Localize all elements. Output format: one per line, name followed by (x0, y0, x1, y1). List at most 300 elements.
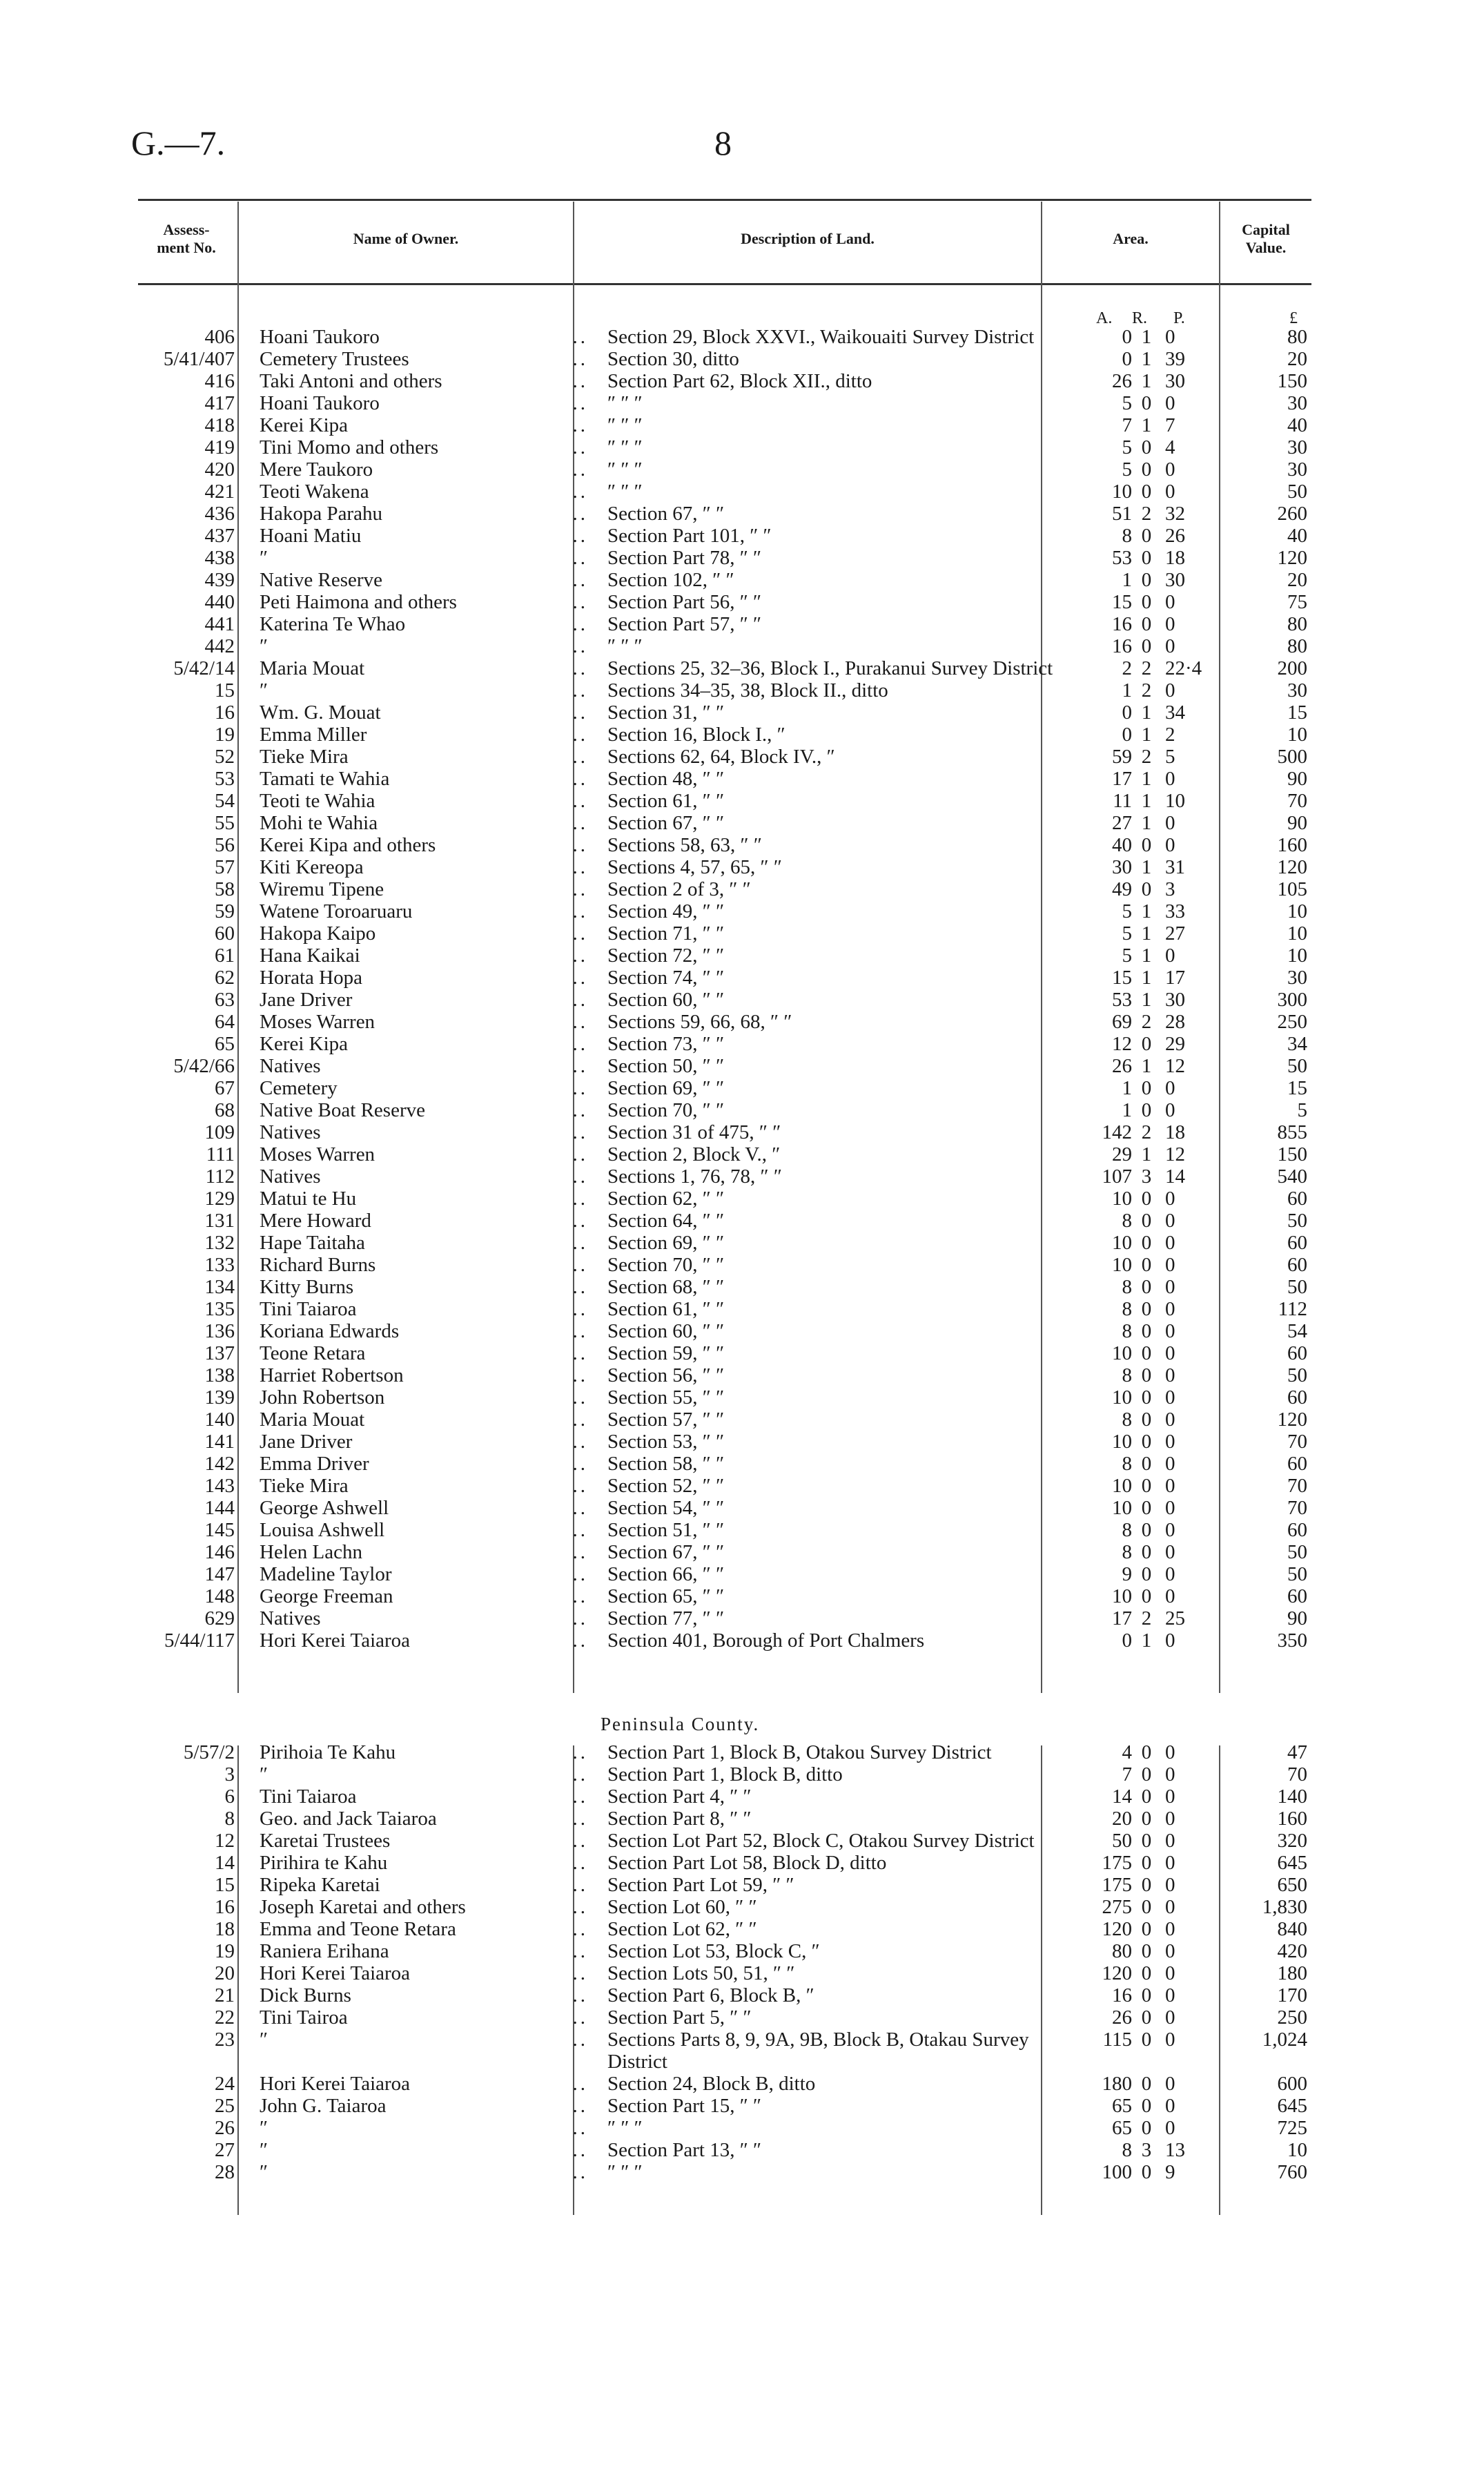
area-acres: 100 (1102, 2161, 1132, 2183)
land-description: Section 52, ″ ″ (607, 1475, 725, 1497)
land-description: Sections 59, 66, 68, ″ ″ (607, 1011, 792, 1033)
area-roods: 1 (1141, 348, 1152, 370)
area-acres: 5 (1122, 945, 1132, 967)
leader-dots: .. (572, 1563, 588, 1585)
land-description: Section Lots 50, 51, ″ ″ (607, 1962, 795, 1984)
owner-name: Natives .. (260, 1165, 588, 1188)
leader-dots: .. (572, 1918, 588, 1940)
table-row (138, 1099, 1311, 1121)
leader-dots: .. (572, 1232, 588, 1254)
area-acres: 5 (1122, 900, 1132, 922)
owner-name: Mere Howard .. (260, 1210, 588, 1232)
area-perches: 0 (1165, 834, 1175, 856)
owner-name: Jane Driver .. (260, 989, 588, 1011)
land-description: Section 66, ″ ″ (607, 1563, 725, 1585)
assessment-no: 68 (215, 1099, 235, 1121)
land-description: Sections Parts 8, 9, 9A, 9B, Block B, Otakau Survey District (607, 2029, 1029, 2073)
area-acres: 142 (1102, 1121, 1132, 1143)
area-perches: 0 (1165, 1984, 1175, 2006)
leader-dots: .. (572, 2139, 588, 2161)
table-row (138, 1852, 1311, 1874)
capital-value: 645 (1277, 1852, 1307, 1874)
capital-value: 50 (1287, 1276, 1307, 1298)
capital-value: 30 (1287, 392, 1307, 414)
land-description: Section 50, ″ ″ (607, 1055, 725, 1077)
land-description: ″ ″ ″ (607, 481, 643, 503)
area-roods: 2 (1141, 679, 1152, 701)
table-row (138, 1563, 1311, 1585)
table-row (138, 1033, 1311, 1055)
table-row (138, 370, 1311, 392)
table-row (138, 768, 1311, 790)
owner-name: Mere Taukoro .. (260, 458, 588, 481)
capital-value: 15 (1287, 701, 1307, 724)
assessment-no: 136 (204, 1320, 235, 1342)
area-acres: 0 (1122, 348, 1132, 370)
table-row (138, 834, 1311, 856)
area-acres: 10 (1112, 1497, 1132, 1519)
area-acres: 8 (1122, 1320, 1132, 1342)
area-roods: 0 (1141, 1364, 1152, 1386)
area-roods: 0 (1141, 547, 1152, 569)
land-description: ″ ″ ″ (607, 635, 643, 657)
area-acres: 8 (1122, 1519, 1132, 1541)
area-perches: 29 (1165, 1033, 1185, 1055)
area-acres: 53 (1112, 547, 1132, 569)
area-perches: 0 (1165, 1563, 1175, 1585)
area-perches: 0 (1165, 1210, 1175, 1232)
assessment-no: 140 (204, 1409, 235, 1431)
assessment-no: 27 (215, 2139, 235, 2161)
owner-name: ″ .. (260, 679, 588, 701)
leader-dots: .. (572, 856, 588, 878)
leader-dots: .. (572, 635, 588, 657)
capital-value: 300 (1277, 989, 1307, 1011)
area-roods: 0 (1141, 1386, 1152, 1409)
capital-value: 70 (1287, 1497, 1307, 1519)
leader-dots: .. (572, 1896, 588, 1918)
leader-dots: .. (572, 481, 588, 503)
area-perches: 18 (1165, 1121, 1185, 1143)
area-perches: 30 (1165, 370, 1185, 392)
table-row (138, 436, 1311, 458)
area-acres: 1 (1122, 679, 1132, 701)
leader-dots: .. (572, 2117, 588, 2139)
assessment-no: 421 (204, 481, 235, 503)
capital-value: 80 (1287, 635, 1307, 657)
area-perches: 0 (1165, 481, 1175, 503)
area-acres: 175 (1102, 1874, 1132, 1896)
assessment-no: 416 (204, 370, 235, 392)
assessment-table-peninsula (138, 1741, 1311, 2183)
assessment-no: 64 (215, 1011, 235, 1033)
capital-value: 1,024 (1262, 2029, 1307, 2051)
area-acres: 10 (1112, 1585, 1132, 1607)
assessment-no: 65 (215, 1033, 235, 1055)
assessment-no: 3 (224, 1763, 235, 1786)
owner-name: Hori Kerei Taiaroa .. (260, 1962, 588, 1984)
capital-value: 90 (1287, 812, 1307, 834)
leader-dots: .. (572, 613, 588, 635)
leader-dots: .. (572, 1320, 588, 1342)
area-perches: 0 (1165, 613, 1175, 635)
owner-name: Dick Burns .. (260, 1984, 588, 2006)
capital-value: 10 (1287, 922, 1307, 945)
area-acres: 115 (1102, 2029, 1132, 2051)
table-row (138, 1232, 1311, 1254)
assessment-no: 5/57/2 (183, 1741, 235, 1763)
land-description: ″ ″ ″ (607, 392, 643, 414)
capital-value: 855 (1277, 1121, 1307, 1143)
area-acres: 50 (1112, 1830, 1132, 1852)
table-row (138, 1741, 1311, 1763)
table-row (138, 1808, 1311, 1830)
area-roods: 0 (1141, 525, 1152, 547)
capital-value: 160 (1277, 834, 1307, 856)
owner-name: Hakopa Parahu .. (260, 503, 588, 525)
area-perches: 0 (1165, 326, 1175, 348)
leader-dots: .. (572, 1143, 588, 1165)
area-acres: 17 (1112, 768, 1132, 790)
area-roods: 1 (1141, 768, 1152, 790)
area-acres: 27 (1112, 812, 1132, 834)
table-row (138, 2073, 1311, 2095)
area-roods: 2 (1141, 1121, 1152, 1143)
table-row (138, 503, 1311, 525)
assessment-no: 63 (215, 989, 235, 1011)
table-row (138, 1364, 1311, 1386)
area-acres: 10 (1112, 1475, 1132, 1497)
area-acres: 180 (1102, 2073, 1132, 2095)
assessment-no: 55 (215, 812, 235, 834)
assessment-no: 12 (215, 1830, 235, 1852)
area-perches: 30 (1165, 989, 1185, 1011)
table-row (138, 326, 1311, 348)
land-description: Section 65, ″ ″ (607, 1585, 725, 1607)
assessment-no: 145 (204, 1519, 235, 1541)
leader-dots: .. (572, 1033, 588, 1055)
leader-dots: .. (572, 1276, 588, 1298)
area-acres: 1 (1122, 1077, 1132, 1099)
area-acres: 120 (1102, 1918, 1132, 1940)
header-rule-top (138, 199, 1311, 201)
area-acres: 120 (1102, 1962, 1132, 1984)
owner-name: Pirihira te Kahu .. (260, 1852, 588, 1874)
capital-value: 250 (1277, 1011, 1307, 1033)
table-row (138, 1629, 1311, 1652)
capital-value: 30 (1287, 458, 1307, 481)
leader-dots: .. (572, 414, 588, 436)
owner-name: Tini Tairoa .. (260, 2006, 588, 2029)
assessment-no: 19 (215, 724, 235, 746)
assessment-no: 629 (204, 1607, 235, 1629)
header-rule-bottom (138, 283, 1311, 285)
table-row (138, 1165, 1311, 1188)
area-perches: 39 (1165, 348, 1185, 370)
area-roods: 0 (1141, 481, 1152, 503)
area-perches: 7 (1165, 414, 1175, 436)
land-description: ″ ″ ″ (607, 436, 643, 458)
assessment-no: 61 (215, 945, 235, 967)
area-perches: 0 (1165, 1786, 1175, 1808)
area-perches: 0 (1165, 1099, 1175, 1121)
area-roods: 0 (1141, 1210, 1152, 1232)
column-header-area: Area. (1113, 230, 1149, 247)
land-description: Section 69, ″ ″ (607, 1077, 725, 1099)
area-roods: 0 (1141, 1497, 1152, 1519)
area-perches: 0 (1165, 1874, 1175, 1896)
area-acres: 2 (1122, 657, 1132, 679)
owner-name: Natives .. (260, 1607, 588, 1629)
area-roods: 0 (1141, 1320, 1152, 1342)
land-description: Section Part 8, ″ ″ (607, 1808, 752, 1830)
table-row (138, 1077, 1311, 1099)
area-perches: 0 (1165, 768, 1175, 790)
land-description: Section Lot 53, Block C, ″ (607, 1940, 820, 1962)
area-acres: 29 (1112, 1143, 1132, 1165)
area-perches: 0 (1165, 1962, 1175, 1984)
area-roods: 0 (1141, 436, 1152, 458)
owner-name: Kitty Burns .. (260, 1276, 588, 1298)
area-roods: 1 (1141, 856, 1152, 878)
area-roods: 2 (1141, 746, 1152, 768)
owner-name: Tieke Mira .. (260, 1475, 588, 1497)
table-row (138, 790, 1311, 812)
area-roods: 0 (1141, 1077, 1152, 1099)
table-row (138, 1453, 1311, 1475)
assessment-no: 59 (215, 900, 235, 922)
leader-dots: .. (572, 1254, 588, 1276)
leader-dots: .. (572, 746, 588, 768)
leader-dots: .. (572, 436, 588, 458)
area-roods: 3 (1141, 1165, 1152, 1188)
land-description: Section 401, Borough of Port Chalmers (607, 1629, 925, 1652)
land-description: Section 61, ″ ″ (607, 790, 725, 812)
assessment-no: 146 (204, 1541, 235, 1563)
owner-name: Louisa Ashwell .. (260, 1519, 588, 1541)
land-description: Section Part 15, ″ ″ (607, 2095, 762, 2117)
table-row (138, 1984, 1311, 2006)
page-number: 8 (714, 124, 732, 162)
capital-value: 140 (1277, 1786, 1307, 1808)
area-perches: 0 (1165, 679, 1175, 701)
table-row (138, 1210, 1311, 1232)
land-description: Section 77, ″ ″ (607, 1607, 725, 1629)
owner-name: ″ .. (260, 2161, 588, 2183)
area-perches: 22·4 (1165, 657, 1202, 679)
area-roods: 0 (1141, 1409, 1152, 1431)
table-row (138, 348, 1311, 370)
capital-value: 34 (1287, 1033, 1307, 1055)
area-perches: 5 (1165, 746, 1175, 768)
leader-dots: .. (572, 1874, 588, 1896)
leader-dots: .. (572, 326, 588, 348)
owner-name: Jane Driver .. (260, 1431, 588, 1453)
owner-name: ″ .. (260, 2029, 588, 2051)
land-description: Sections 25, 32–36, Block I., Purakanui Survey District (607, 657, 1053, 679)
land-description: Section 59, ″ ″ (607, 1342, 725, 1364)
area-roods: 0 (1141, 2095, 1152, 2117)
land-description: Sections 58, 63, ″ ″ (607, 834, 762, 856)
area-perches: 0 (1165, 1431, 1175, 1453)
assessment-no: 24 (215, 2073, 235, 2095)
area-acres: 14 (1112, 1786, 1132, 1808)
land-description: Section 70, ″ ″ (607, 1099, 725, 1121)
leader-dots: .. (572, 1830, 588, 1852)
area-roods: 1 (1141, 1143, 1152, 1165)
assessment-no: 54 (215, 790, 235, 812)
capital-value: 20 (1287, 348, 1307, 370)
assessment-no: 109 (204, 1121, 235, 1143)
leader-dots: .. (572, 1962, 588, 1984)
owner-name: ″ .. (260, 1763, 588, 1786)
area-perches: 0 (1165, 1386, 1175, 1409)
assessment-no: 417 (204, 392, 235, 414)
assessment-no: 18 (215, 1918, 235, 1940)
land-description: Section Part 1, Block B, Otakou Survey District (607, 1741, 992, 1763)
land-description: Section Part Lot 59, ″ ″ (607, 1874, 794, 1896)
area-roods: 1 (1141, 790, 1152, 812)
leader-dots: .. (572, 1121, 588, 1143)
table-row (138, 1475, 1311, 1497)
capital-value: 120 (1277, 856, 1307, 878)
owner-name: Emma Miller .. (260, 724, 588, 746)
owner-name: George Ashwell .. (260, 1497, 588, 1519)
area-roods: 0 (1141, 1475, 1152, 1497)
leader-dots: .. (572, 569, 588, 591)
land-description: Section Part 4, ″ ″ (607, 1786, 752, 1808)
area-perches: 0 (1165, 2117, 1175, 2139)
area-acres: 10 (1112, 1386, 1132, 1409)
table-row (138, 1320, 1311, 1342)
land-description: Section 102, ″ ″ (607, 569, 734, 591)
area-roods: 0 (1141, 1962, 1152, 1984)
area-roods: 0 (1141, 1585, 1152, 1607)
capital-value: 70 (1287, 1431, 1307, 1453)
capital-value: 15 (1287, 1077, 1307, 1099)
assessment-no: 19 (215, 1940, 235, 1962)
area-perches: 30 (1165, 569, 1185, 591)
area-perches: 34 (1165, 701, 1185, 724)
area-perches: 0 (1165, 1320, 1175, 1342)
assessment-no: 6 (224, 1786, 235, 1808)
assessment-no: 129 (204, 1188, 235, 1210)
capital-value: 70 (1287, 1475, 1307, 1497)
capital-value: 80 (1287, 613, 1307, 635)
table-row (138, 724, 1311, 746)
leader-dots: .. (572, 2006, 588, 2029)
area-roods: 2 (1141, 503, 1152, 525)
assessment-no: 131 (204, 1210, 235, 1232)
area-roods: 0 (1141, 834, 1152, 856)
area-acres: 8 (1122, 525, 1132, 547)
area-acres: 1 (1122, 1099, 1132, 1121)
area-roods: 0 (1141, 2006, 1152, 2029)
assessment-no: 148 (204, 1585, 235, 1607)
table-row (138, 1386, 1311, 1409)
capital-value: 540 (1277, 1165, 1307, 1188)
column-header-no: Assess- ment No. (157, 221, 216, 256)
area-roods: 0 (1141, 635, 1152, 657)
assessment-no: 133 (204, 1254, 235, 1276)
area-perches: 32 (1165, 503, 1185, 525)
table-row (138, 2006, 1311, 2029)
assessment-no: 418 (204, 414, 235, 436)
owner-name: Katerina Te Whao .. (260, 613, 588, 635)
owner-name: ″ .. (260, 635, 588, 657)
area-perches: 0 (1165, 1741, 1175, 1763)
capital-value: 160 (1277, 1808, 1307, 1830)
table-row (138, 1055, 1311, 1077)
owner-name: Cemetery .. (260, 1077, 588, 1099)
land-description: Sections 1, 76, 78, ″ ″ (607, 1165, 782, 1188)
area-roods: 0 (1141, 1918, 1152, 1940)
capital-value: 30 (1287, 679, 1307, 701)
leader-dots: .. (572, 922, 588, 945)
capital-value: 20 (1287, 569, 1307, 591)
area-roods: 1 (1141, 701, 1152, 724)
area-perches: 0 (1165, 1232, 1175, 1254)
area-acres: 107 (1102, 1165, 1132, 1188)
land-description: Section Lot 62, ″ ″ (607, 1918, 757, 1940)
owner-name: Helen Lachn .. (260, 1541, 588, 1563)
land-description: Section 60, ″ ″ (607, 989, 725, 1011)
capital-value: 47 (1287, 1741, 1307, 1763)
area-acres: 53 (1112, 989, 1132, 1011)
land-description: Section Part 6, Block B, ″ (607, 1984, 814, 2006)
land-description: Section 55, ″ ″ (607, 1386, 725, 1409)
area-acres: 8 (1122, 1298, 1132, 1320)
leader-dots: .. (572, 1342, 588, 1364)
table-row (138, 613, 1311, 635)
leader-dots: .. (572, 1188, 588, 1210)
table-row (138, 2139, 1311, 2161)
area-roods: 0 (1141, 1298, 1152, 1320)
assessment-no: 20 (215, 1962, 235, 1984)
owner-name: Mohi te Wahia .. (260, 812, 588, 834)
table-row (138, 1431, 1311, 1453)
area-acres: 8 (1122, 1453, 1132, 1475)
land-description: ″ ″ ″ (607, 2161, 643, 2183)
area-perches: 12 (1165, 1055, 1185, 1077)
leader-dots: .. (572, 1453, 588, 1475)
owner-name: Hori Kerei Taiaroa .. (260, 1629, 588, 1652)
area-roods: 0 (1141, 1763, 1152, 1786)
area-perches: 17 (1165, 967, 1185, 989)
capital-value: 50 (1287, 1055, 1307, 1077)
leader-dots: .. (572, 1364, 588, 1386)
table-row (138, 2117, 1311, 2139)
land-description: Section 72, ″ ″ (607, 945, 725, 967)
area-acres: 8 (1122, 1541, 1132, 1563)
owner-name: ″ .. (260, 2117, 588, 2139)
capital-value: 50 (1287, 1541, 1307, 1563)
land-description: Section 67, ″ ″ (607, 503, 725, 525)
leader-dots: .. (572, 2073, 588, 2095)
area-acres: 16 (1112, 1984, 1132, 2006)
owner-name: Teoti te Wahia .. (260, 790, 588, 812)
owner-name: Teone Retara .. (260, 1342, 588, 1364)
leader-dots: .. (572, 679, 588, 701)
leader-dots: .. (572, 878, 588, 900)
capital-value: 60 (1287, 1188, 1307, 1210)
leader-dots: .. (572, 724, 588, 746)
owner-name: Wm. G. Mouat .. (260, 701, 588, 724)
owner-name: Karetai Trustees .. (260, 1830, 588, 1852)
area-roods: 0 (1141, 613, 1152, 635)
area-roods: 0 (1141, 1453, 1152, 1475)
area-acres: 9 (1122, 1563, 1132, 1585)
